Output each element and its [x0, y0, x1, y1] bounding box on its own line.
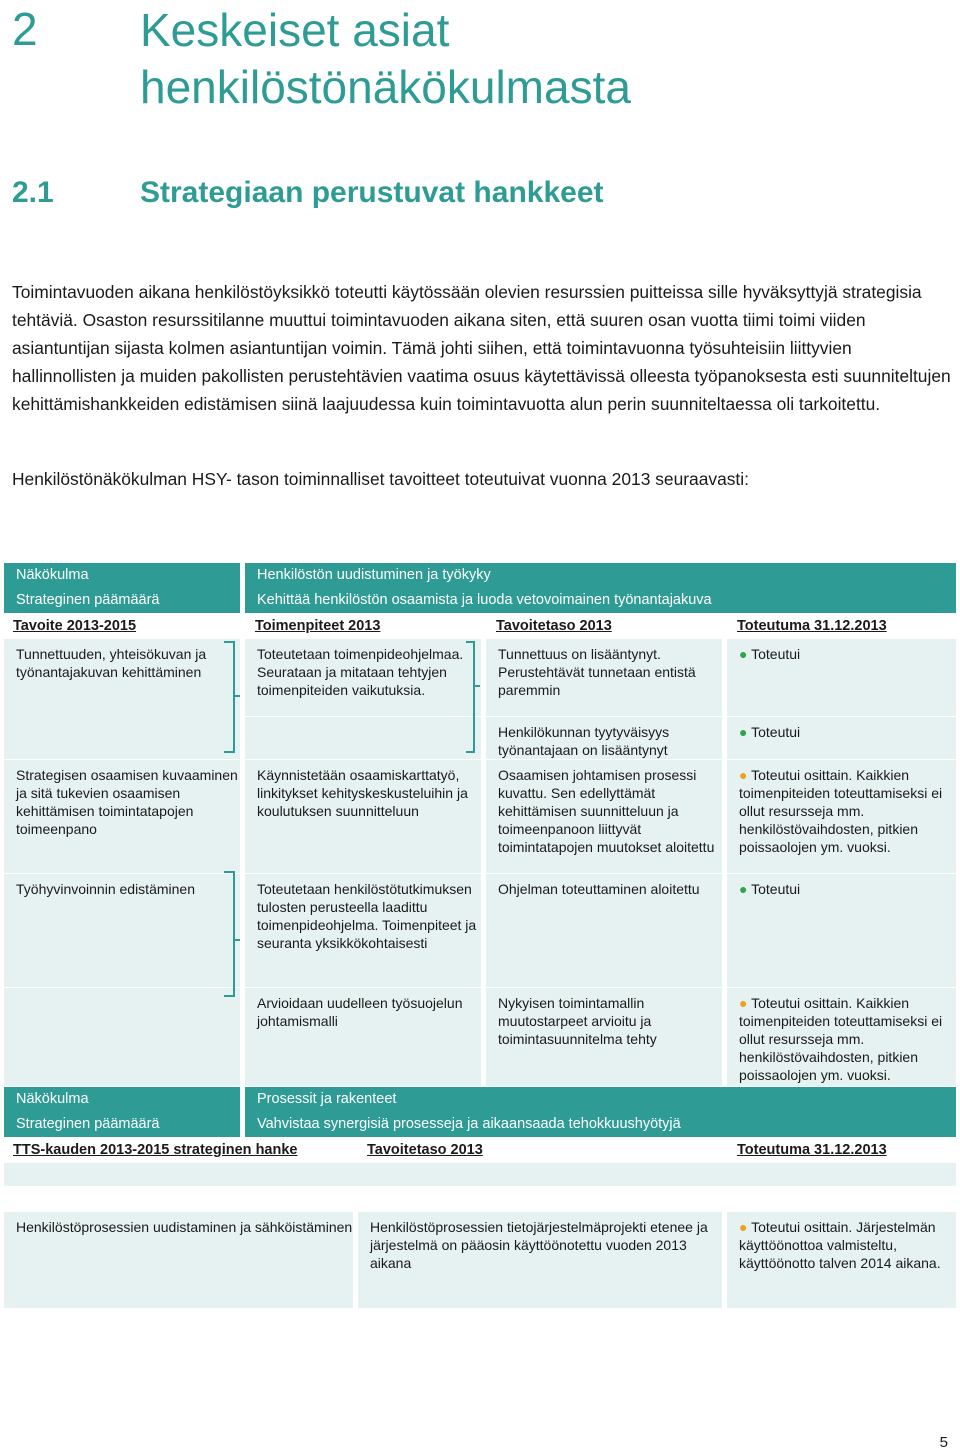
heading1-title: Keskeiset asiat henkilöstönäkökulmasta — [140, 4, 631, 113]
status-dot-icon: ● — [739, 646, 748, 662]
t1-col-tavoitetaso: Tavoitetaso 2013 — [496, 618, 612, 634]
bracket-row1-left — [224, 642, 240, 752]
t1-col-tavoite: Tavoite 2013-2015 — [13, 618, 137, 634]
t1-r5-taso: Nykyisen toimintamallin muutostarpeet arvioitu ja toimintasuunnitelma tehty — [486, 988, 722, 1086]
t1-r3-tavoite: Strategisen osaamisen kuvaaminen ja sitä tukevien osaamisen kehittämisen toimintatapojen toimeenpano — [4, 760, 240, 873]
t1-r1-toteutuma: ● Toteutui — [727, 639, 956, 716]
t1-r4-tavoite: Työhyvinvoinnin edistäminen — [4, 874, 240, 987]
status-dot-icon: ● — [739, 724, 748, 740]
t1-r1-taso: Tunnettuus on lisääntynyt. Perustehtävät tunnetaan entistä paremmin — [486, 639, 722, 716]
t1-r2-taso: Henkilökunnan tyytyväisyys työnantajaan on lisääntynyt — [486, 717, 722, 759]
status-dot-icon: ● — [739, 881, 748, 897]
status-dot-icon: ● — [739, 1219, 748, 1235]
t2-row-toteutuma: ● Toteutui osittain. Järjestelmän käyttöönottoa valmisteltu, käyttöönotto talven 2014 aikana. — [727, 1212, 956, 1308]
t2-paamaara-label: Strateginen päämäärä — [4, 1112, 240, 1137]
heading2-title: Strategiaan perustuvat hankkeet — [140, 176, 604, 209]
t2-col-hanke: TTS-kauden 2013-2015 strateginen hanke — [13, 1142, 298, 1158]
t1-r1-toimenpide: Toteutetaan toimenpideohjelmaa. Seurataan ja mitataan tehtyjen toimenpiteiden vaikutuksia. — [245, 639, 481, 716]
t1-r3-toteutuma: ● Toteutui osittain. Kaikkien toimenpiteiden toteuttamiseksi ei ollut resursseja mm. henkilöstövaihdosten, pitkien poissaolojen ym. vuoksi. — [727, 760, 956, 873]
t2-spacer-row — [4, 1163, 956, 1186]
bracket-lines — [222, 640, 482, 1000]
intro-paragraph: Toimintavuoden aikana henkilöstöyksikkö toteutti käytössään olevien resurssien puitteissa sille hyväksyttyjä strategisia tehtäviä. Osaston resurssitilanne muuttui toimintavuoden aikana siten, että suuren osan vuotta tiimi toimi viiden asiantuntijan sijasta kolmen asiantuntijan voimin. Tämä johti siihen, että toimintavuonna työsuhteisiin liittyvien hallinnollisten ja muiden pakollisten perustehtävien vaatima osuus käytettävissä olleesta työpanoksesta esti suunniteltujen kehittämishankkeiden edistämisen siinä laajuudessa kuin toimintavuotta alun perin suunniteltaessa oli tarkoitettu. — [12, 282, 951, 414]
t1-r3-taso: Osaamisen johtamisen prosessi kuvattu. Sen edellyttämät kehittämisen suunnitteluun ja toimeenpanoon liittyvät toimintatapojen muutokset aloitettu — [486, 760, 722, 873]
page-number: 5 — [939, 1434, 948, 1451]
t2-col-tavoitetaso: Tavoitetaso 2013 — [367, 1142, 483, 1158]
lead-paragraph: Henkilöstönäkökulman HSY- tason toiminnalliset tavoitteet toteutuivat vuonna 2013 seuraavasti: — [12, 469, 749, 489]
t1-r5-toimenpide: Arvioidaan uudelleen työsuojelun johtamismalli — [245, 988, 481, 1086]
t1-r2-toteutuma: ● Toteutui — [727, 717, 956, 759]
t2-row-taso: Henkilöstöprosessien tietojärjestelmäprojekti etenee ja järjestelmä on pääosin käyttöönotettu vuoden 2013 aikana — [358, 1212, 722, 1308]
t1-r4-taso: Ohjelman toteuttaminen aloitettu — [486, 874, 722, 987]
t1-r1-tavoite: Tunnettuuden, yhteisökuvan ja työnantajakuvan kehittäminen — [4, 639, 240, 759]
t1-paamaara-value: Kehittää henkilöstön osaamista ja luoda vetovoimainen työnantajakuva — [245, 588, 956, 613]
bracket-row1-right — [466, 642, 480, 752]
t1-nakokulma-value: Henkilöstön uudistuminen ja työkyky — [245, 563, 956, 588]
t1-r5-toteutuma: ● Toteutui osittain. Kaikkien toimenpiteiden toteuttamiseksi ei ollut resursseja mm. henkilöstövaihdosten, pitkien poissaolojen ym. vuoksi. — [727, 988, 956, 1086]
t1-col-toimenpiteet: Toimenpiteet 2013 — [255, 618, 381, 634]
heading1-number: 2 — [12, 3, 38, 55]
t2-col-toteutuma: Toteutuma 31.12.2013 — [737, 1142, 887, 1158]
status-dot-icon: ● — [739, 995, 748, 1011]
heading2-number: 2.1 — [12, 176, 54, 209]
t1-r4-toteutuma: ● Toteutui — [727, 874, 956, 987]
t1-col-toteutuma: Toteutuma 31.12.2013 — [737, 618, 887, 634]
t1-nakokulma-label: Näkökulma — [4, 563, 240, 588]
t1-paamaara-label: Strateginen päämäärä — [4, 588, 240, 613]
t2-nakokulma-label: Näkökulma — [4, 1087, 240, 1112]
t1-r5-tavoite — [4, 988, 240, 1086]
t1-r3-toimenpide: Käynnistetään osaamiskarttatyö, linkitykset kehityskeskusteluihin ja koulutuksen suunnitteluun — [245, 760, 481, 873]
t2-row-hanke: Henkilöstöprosessien uudistaminen ja sähköistäminen — [4, 1212, 353, 1308]
t2-nakokulma-value: Prosessit ja rakenteet — [245, 1087, 956, 1112]
bracket-row4-left — [224, 872, 240, 996]
t1-r4-toimenpide: Toteutetaan henkilöstötutkimuksen tulosten perusteella laadittu toimenpideohjelma. Toimenpiteet ja seuranta yksikkökohtaisesti — [245, 874, 481, 987]
t2-paamaara-value: Vahvistaa synergisiä prosesseja ja aikaansaada tehokkuushyötyjä — [245, 1112, 956, 1137]
status-dot-icon: ● — [739, 767, 748, 783]
